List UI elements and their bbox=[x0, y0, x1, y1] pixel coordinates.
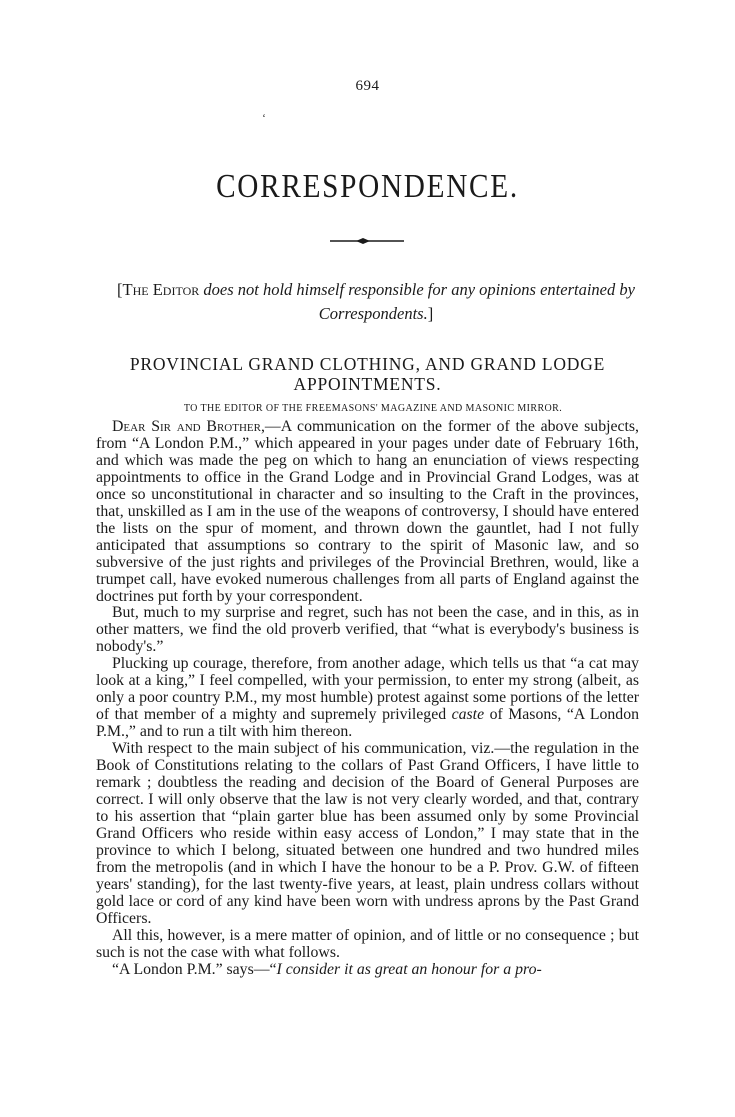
final-italic: I consider it as great an honour for a pro- bbox=[276, 960, 542, 978]
paragraph-1 bbox=[96, 419, 639, 605]
paragraph-3 bbox=[96, 656, 639, 741]
disclaimer-text: does not hold himself responsible for any opinions entertained by Correspondents. bbox=[199, 280, 635, 323]
disclaimer-close-bracket: ] bbox=[427, 304, 434, 323]
paragraph-1-text: —A communication on the former of the above subjects, from “A London P.M.,” which appeared in your pages under date of February 16th, and which was made the peg on which to hang an enunciation of views respecting appointments to office in the Grand Lodge and in Provincial Grand Lodges, was at once so unconstitutional in character and so insulting to the Craft in the provinces, that, unskilled as I am in the use of the weapons of controversy, I should have entered the lists on the spur of moment, and thrown down the gauntlet, had I not fully anticipated that assumptions so contrary to the spirit of Masonic law, and so subversive of the just rights and privileges of the Provincial Brethren, would, like a trumpet call, have evoked numerous challenges from all parts of England against the doctrines put forth by your correspondent. bbox=[96, 418, 640, 605]
letter-heading: PROVINCIAL GRAND CLOTHING, AND GRAND LODGE APPOINTMENTS. bbox=[129, 354, 606, 394]
letter-addressee: TO THE EDITOR OF THE FREEMASONS' MAGAZINE AND MASONIC MIRROR. bbox=[183, 403, 563, 414]
salutation: Dear Sir and Brother, bbox=[112, 418, 265, 435]
section-title: CORRESPONDENCE. bbox=[216, 168, 519, 205]
final-lead: “A London P.M.” says—“ bbox=[112, 960, 277, 978]
paragraph-5: All this, however, is a mere matter of opinion, and of little or no consequence ; but such is not the case with what follows. bbox=[96, 926, 639, 961]
paragraph-2: But, much to my surprise and regret, such has not been the case, and in this, as in other matters, we find the old proverb verified, that “what is everybody's business is nobody's.” bbox=[96, 604, 639, 656]
editor-disclaimer bbox=[106, 278, 646, 326]
page-number: 694 bbox=[355, 78, 380, 94]
paragraph-3-tail: of Masons, “A London P.M.,” and to run a tilt with him thereon. bbox=[96, 706, 640, 741]
disclaimer-open-bracket: [ bbox=[117, 280, 123, 299]
paragraph-6 bbox=[96, 962, 639, 979]
letter-body bbox=[96, 419, 639, 978]
disclaimer-editor: The Editor bbox=[122, 280, 200, 299]
divider-ornament-icon bbox=[330, 236, 404, 246]
stray-mark: ‘ bbox=[262, 111, 266, 125]
paragraph-3-text: Plucking up courage, therefore, from another adage, which tells us that “a cat may look at a king,” I feel compelled, with your permission, to enter my strong (albeit, as only a poor country P.M., my most humble) protest against some portions of the letter of that member of a mighty and supremely privileged bbox=[96, 655, 639, 724]
paragraph-4: With respect to the main subject of his communication, viz.—the regulation in the Book of Constitutions relating to the collars of Past Grand Officers, I have little to remark ; doubtless the reading and decision of the Board of General Purposes are correct. I will only observe that the law is not very clearly worded, and that, contrary to his assertion that “plain garter blue has been assumed only by some Provincial Grand Officers who reside within easy access of London,” I may state that in the province to which I belong, situated between one hundred and two hundred miles from the metropolis (and in which I have the honour to be a P. Prov. G.W. of fifteen years' standing), for the last twenty-five years, at least, plain undress collars without gold lace or cord of any kind have been worn with undress aprons by the Past Grand Officers. bbox=[96, 740, 639, 927]
paragraph-3-caste: caste bbox=[451, 706, 485, 724]
